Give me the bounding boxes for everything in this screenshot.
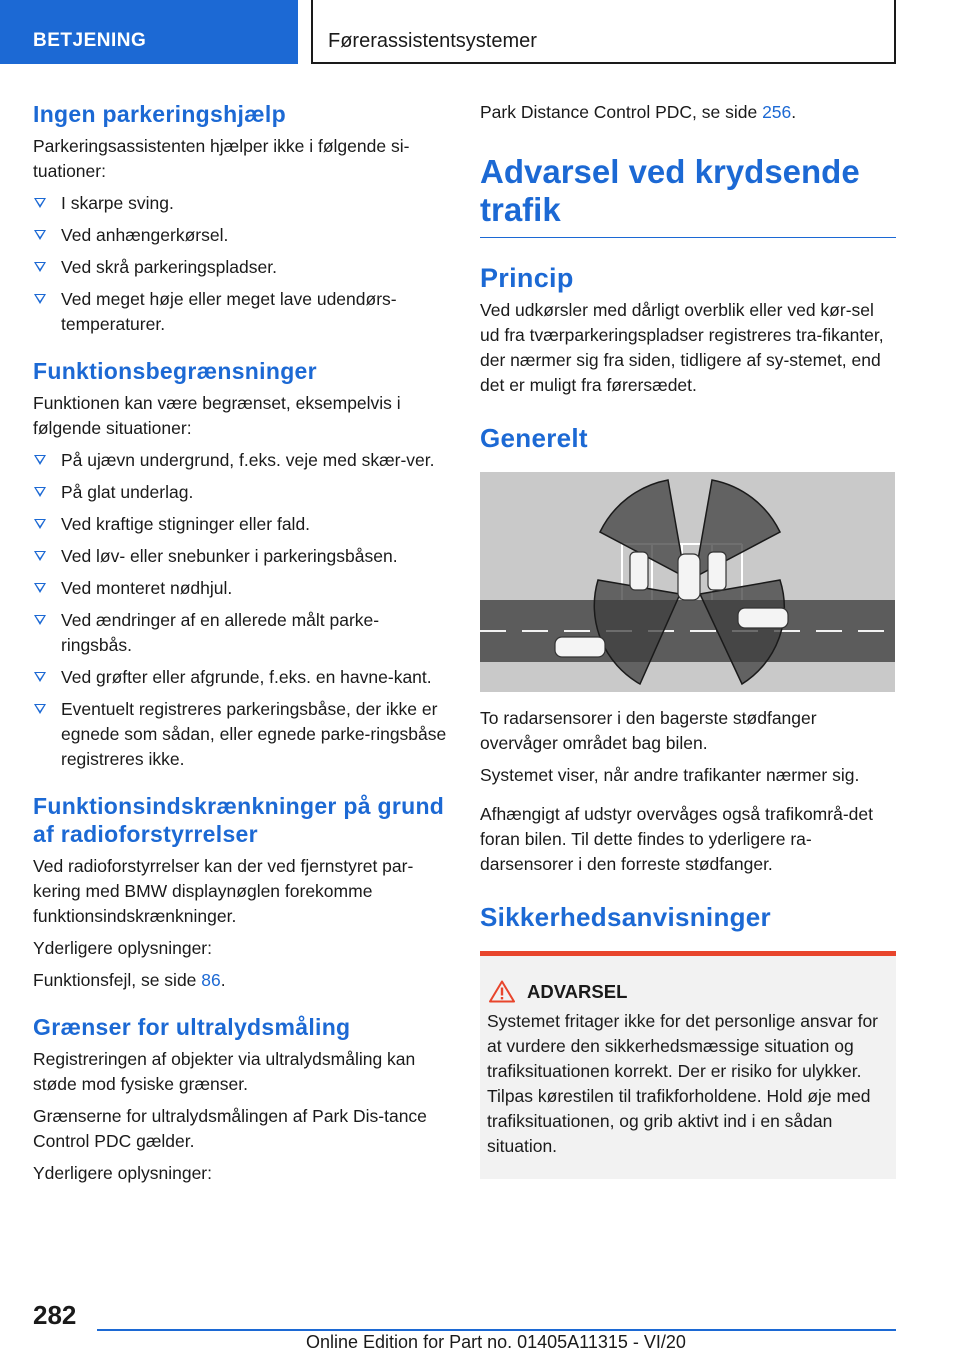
triangle-bullet-icon <box>34 519 46 529</box>
page-link-86[interactable]: 86 <box>201 970 221 990</box>
paragraph: To radarsensorer i den bagerste stødfanger overvåger området bag bilen. <box>480 708 817 753</box>
bullet-list-2 <box>33 448 448 772</box>
list-item: Ved grøfter eller afgrunde, f.eks. en havne-kant. <box>33 665 448 690</box>
list-item: Ved meget høje eller meget lave udendørs-temperaturer. <box>33 287 448 337</box>
paragraph: Yderligere oplysninger: <box>33 938 212 958</box>
heading-generelt: Generelt <box>480 423 588 453</box>
warning-title <box>487 980 888 1003</box>
list-item: Ved anhængerkørsel. <box>33 223 448 248</box>
bullet-list-1 <box>33 191 448 337</box>
left-column <box>33 100 448 1193</box>
header-section-tab <box>0 0 298 64</box>
triangle-bullet-icon <box>34 198 46 208</box>
footer-rule <box>97 1329 896 1331</box>
header-chapter-label: Førerassistentsystemer <box>328 30 537 52</box>
paragraph: Grænserne for ultralydsmålingen af Park Dis-tance Control PDC gælder. <box>33 1106 427 1151</box>
warning-triangle-icon <box>489 980 515 1003</box>
paragraph: Systemet viser, når andre trafikanter nærmer sig. <box>480 765 860 785</box>
warning-text: Systemet fritager ikke for det personlige ansvar for at vurdere den sikkerhedsmæssige situation og trafiksituationen korrekt. Der er risiko for ulykker. Tilpas kørestilen til trafikforholdene. Hold øje med trafiksituationen, og grib aktivt ind i en sådan situation. <box>487 1011 879 1156</box>
list-item: Ved ændringer af en allerede målt parke-ringsbås. <box>33 608 448 658</box>
paragraph: Parkeringsassistenten hjælper ikke i følgende si-tuationer: <box>33 136 410 181</box>
list-item: I skarpe sving. <box>33 191 448 216</box>
triangle-bullet-icon <box>34 551 46 561</box>
paragraph: Registreringen af objekter via ultralydsmåling kan støde mod fysiske grænser. <box>33 1049 416 1094</box>
warning-box <box>480 951 896 1179</box>
paragraph: Park Distance Control PDC, se side 256. <box>480 102 797 122</box>
heading-ingen-parkeringshjaelp: Ingen parkeringshjælp <box>33 101 286 127</box>
footer-edition: Online Edition for Part no. 01405A11315 - VI/20 <box>306 1332 686 1352</box>
paragraph: Ved radioforstyrrelser kan der ved fjernstyret par-kering med BMW displaynøglen forekomme funktionsindskrænkninger. <box>33 856 414 926</box>
triangle-bullet-icon <box>34 262 46 272</box>
triangle-bullet-icon <box>34 487 46 497</box>
page-link-256[interactable]: 256 <box>762 102 792 122</box>
triangle-bullet-icon <box>34 455 46 465</box>
paragraph: Afhængigt af udstyr overvåges også trafikområ-det foran bilen. Til dette findes to yderligere ra-darsensorer i den forreste stødfanger. <box>480 804 873 874</box>
paragraph: Funktionen kan være begrænset, eksempelvis i følgende situationer: <box>33 393 401 438</box>
triangle-bullet-icon <box>34 615 46 625</box>
header-chapter-box <box>311 0 896 64</box>
list-item: Ved løv- eller snebunker i parkeringsbåsen. <box>33 544 448 569</box>
paragraph: Ved udkørsler med dårligt overblik eller ved kør-sel ud fra tværparkeringspladser registreres tra-fikanter, der nærmer sig fra siden, tidligere af sy-stemet, end det er muligt fra førersædet. <box>480 300 884 395</box>
triangle-bullet-icon <box>34 583 46 593</box>
triangle-bullet-icon <box>34 672 46 682</box>
triangle-bullet-icon <box>34 704 46 714</box>
heading-princip: Princip <box>480 263 574 293</box>
list-item: Eventuelt registreres parkeringsbåse, der ikke er egnede som sådan, eller egnede parke-ringsbåse registreres ikke. <box>33 697 448 772</box>
warning-label: ADVARSEL <box>527 980 628 1002</box>
list-item: På ujævn undergrund, f.eks. veje med skær-ver. <box>33 448 448 473</box>
header-section-label: BETJENING <box>33 30 147 51</box>
list-item: Ved skrå parkeringspladser. <box>33 255 448 280</box>
heading-graenser-ultralydsmaaling: Grænser for ultralydsmåling <box>33 1014 351 1040</box>
heading-funktionsbegraensninger: Funktionsbegrænsninger <box>33 358 317 384</box>
paragraph: Funktionsfejl, se side 86. <box>33 970 226 990</box>
cross-traffic-illustration <box>480 472 895 692</box>
chapter-heading: Advarsel ved krydsende trafik <box>480 153 896 238</box>
triangle-bullet-icon <box>34 230 46 240</box>
right-column <box>480 100 896 1179</box>
list-item: På glat underlag. <box>33 480 448 505</box>
triangle-bullet-icon <box>34 294 46 304</box>
paragraph: Yderligere oplysninger: <box>33 1163 212 1183</box>
heading-funktionsindskraenkninger: Funktionsindskrænkninger på grund af radioforstyrrelser <box>33 793 445 847</box>
heading-sikkerhedsanvisninger: Sikkerhedsanvisninger <box>480 902 771 932</box>
list-item: Ved kraftige stigninger eller fald. <box>33 512 448 537</box>
list-item: Ved monteret nødhjul. <box>33 576 448 601</box>
page-number: 282 <box>33 1300 77 1330</box>
